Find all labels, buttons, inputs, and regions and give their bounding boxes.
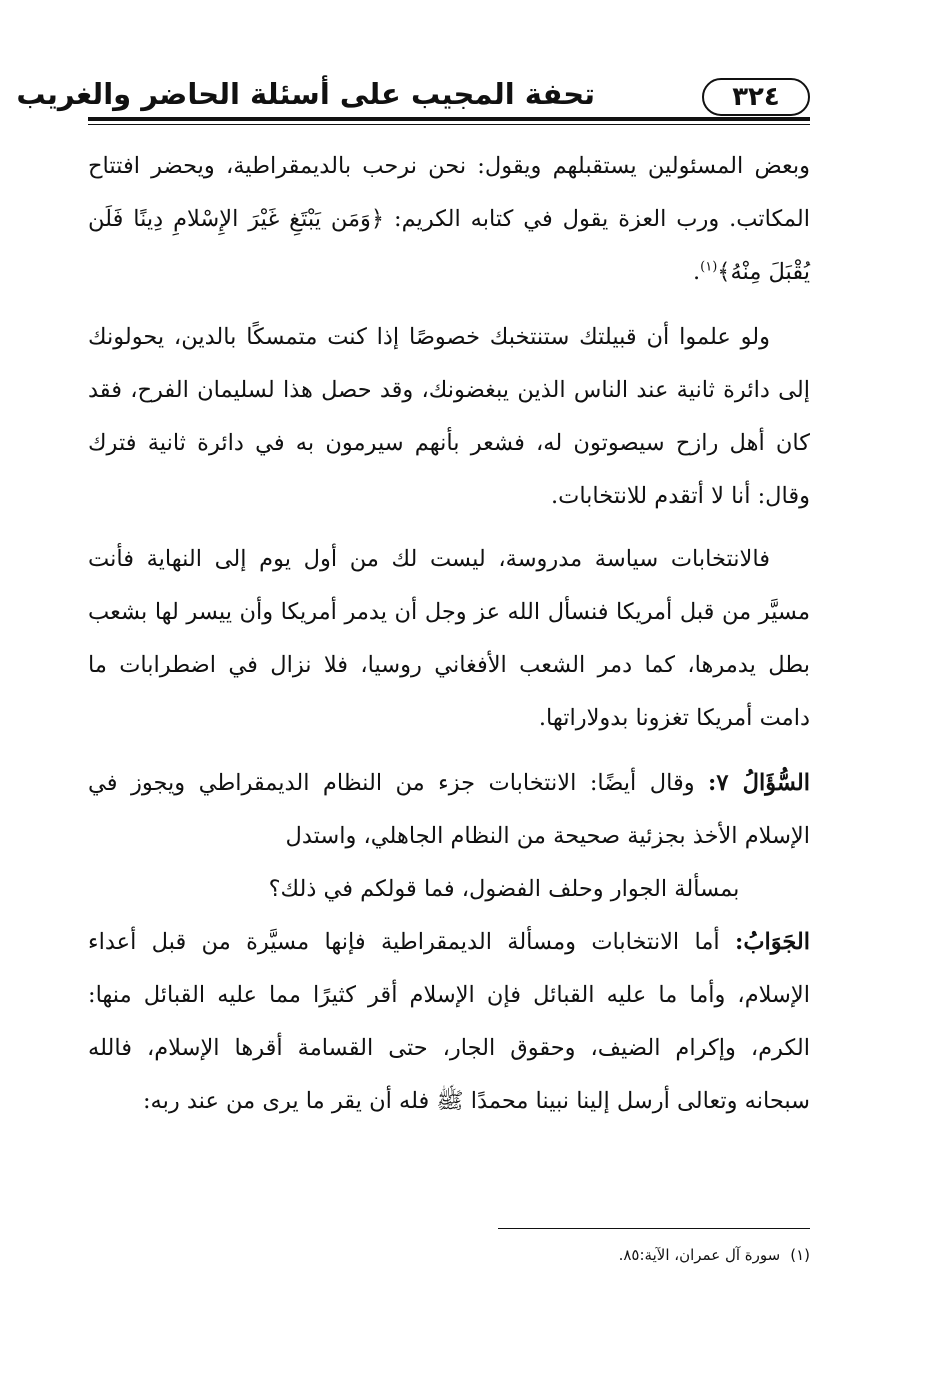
page-number-frame [702, 78, 810, 116]
answer-paragraph [88, 916, 810, 1128]
answer-label: الجَوَابُ: [735, 929, 811, 955]
footnote-text: سورة آل عمران، الآية:٨٥. [618, 1246, 781, 1264]
footnote-number: (١) [790, 1246, 810, 1264]
footnote-ref: (١) [700, 259, 718, 275]
footnote-separator [498, 1228, 810, 1229]
paragraph-3: فالانتخابات سياسة مدروسة، ليست لك من أول يوم إلى النهاية فأنت مسيَّر من قبل أمريكا فنسأل الله عز وجل أن يدمر أمريكا وأن ييسر لها بشعب بطل يدمرها، كما دمر الشعب الأفغاني روسيا، فلا نزال في اضطرابات ما دامت أمريكا تغزونا بدولاراتها. [88, 546, 810, 731]
paragraph-1-end: . [692, 259, 701, 285]
page-body [88, 140, 810, 1128]
question-last-line: بمسألة الجوار وحلف الفضول، فما قولكم في ذلك؟ [268, 876, 740, 902]
footnote [400, 1240, 810, 1270]
page-number: ٣٢٤ [732, 82, 780, 112]
paragraph-2: ولو علموا أن قبيلتك ستنتخبك خصوصًا إذا كنت متمسكًا بالدين، يحولونك إلى دائرة ثانية عند الناس الذين يبغضونك، وقد حصل هذا لسليمان الفرح، فقد كان أهل رازح سيصوتون له، فشعر بأنهم سيرمون به في دائرة ثانية فترك وقال: أنا لا أتقدم للانتخابات. [88, 324, 810, 509]
paragraph-1 [88, 140, 810, 299]
question-paragraph [88, 757, 810, 863]
header-rule [88, 117, 810, 121]
book-title: تحفة المجيب على أسئلة الحاضر والغريب [16, 77, 595, 111]
question-label: السُّؤَالُ ٧: [708, 770, 810, 796]
answer-text: أما الانتخابات ومسألة الديمقراطية فإنها مسيَّرة من قبل أعداء الإسلام، وأما ما عليه القبائل فإن الإسلام أقر كثيرًا مما عليه القبائل منها: الكرم، وإكرام الضيف، وحقوق الجار، حتى القسامة أقرها الإسلام، فالله سبحانه وتعالى أرسل إلينا نبينا محمدًا ﷺ فله أن يقر ما يرى من عند ربه: [88, 929, 810, 1114]
paragraph-1-text: وبعض المسئولين يستقبلهم ويقول: نحن نرحب بالديمقراطية، ويحضر افتتاح المكاتب. ورب العزة يقول في كتابه الكريم: ﴿وَمَن يَبْتَغِ غَيْرَ الإِسْلامِ دِينًا فَلَن يُقْبَلَ مِنْهُ﴾ [88, 153, 810, 285]
header-rule-thin [88, 124, 810, 125]
question-text: وقال أيضًا: الانتخابات جزء من النظام الديمقراطي ويجوز في الإسلام الأخذ بجزئية صحيحة من النظام الجاهلي، واستدل [88, 770, 810, 849]
